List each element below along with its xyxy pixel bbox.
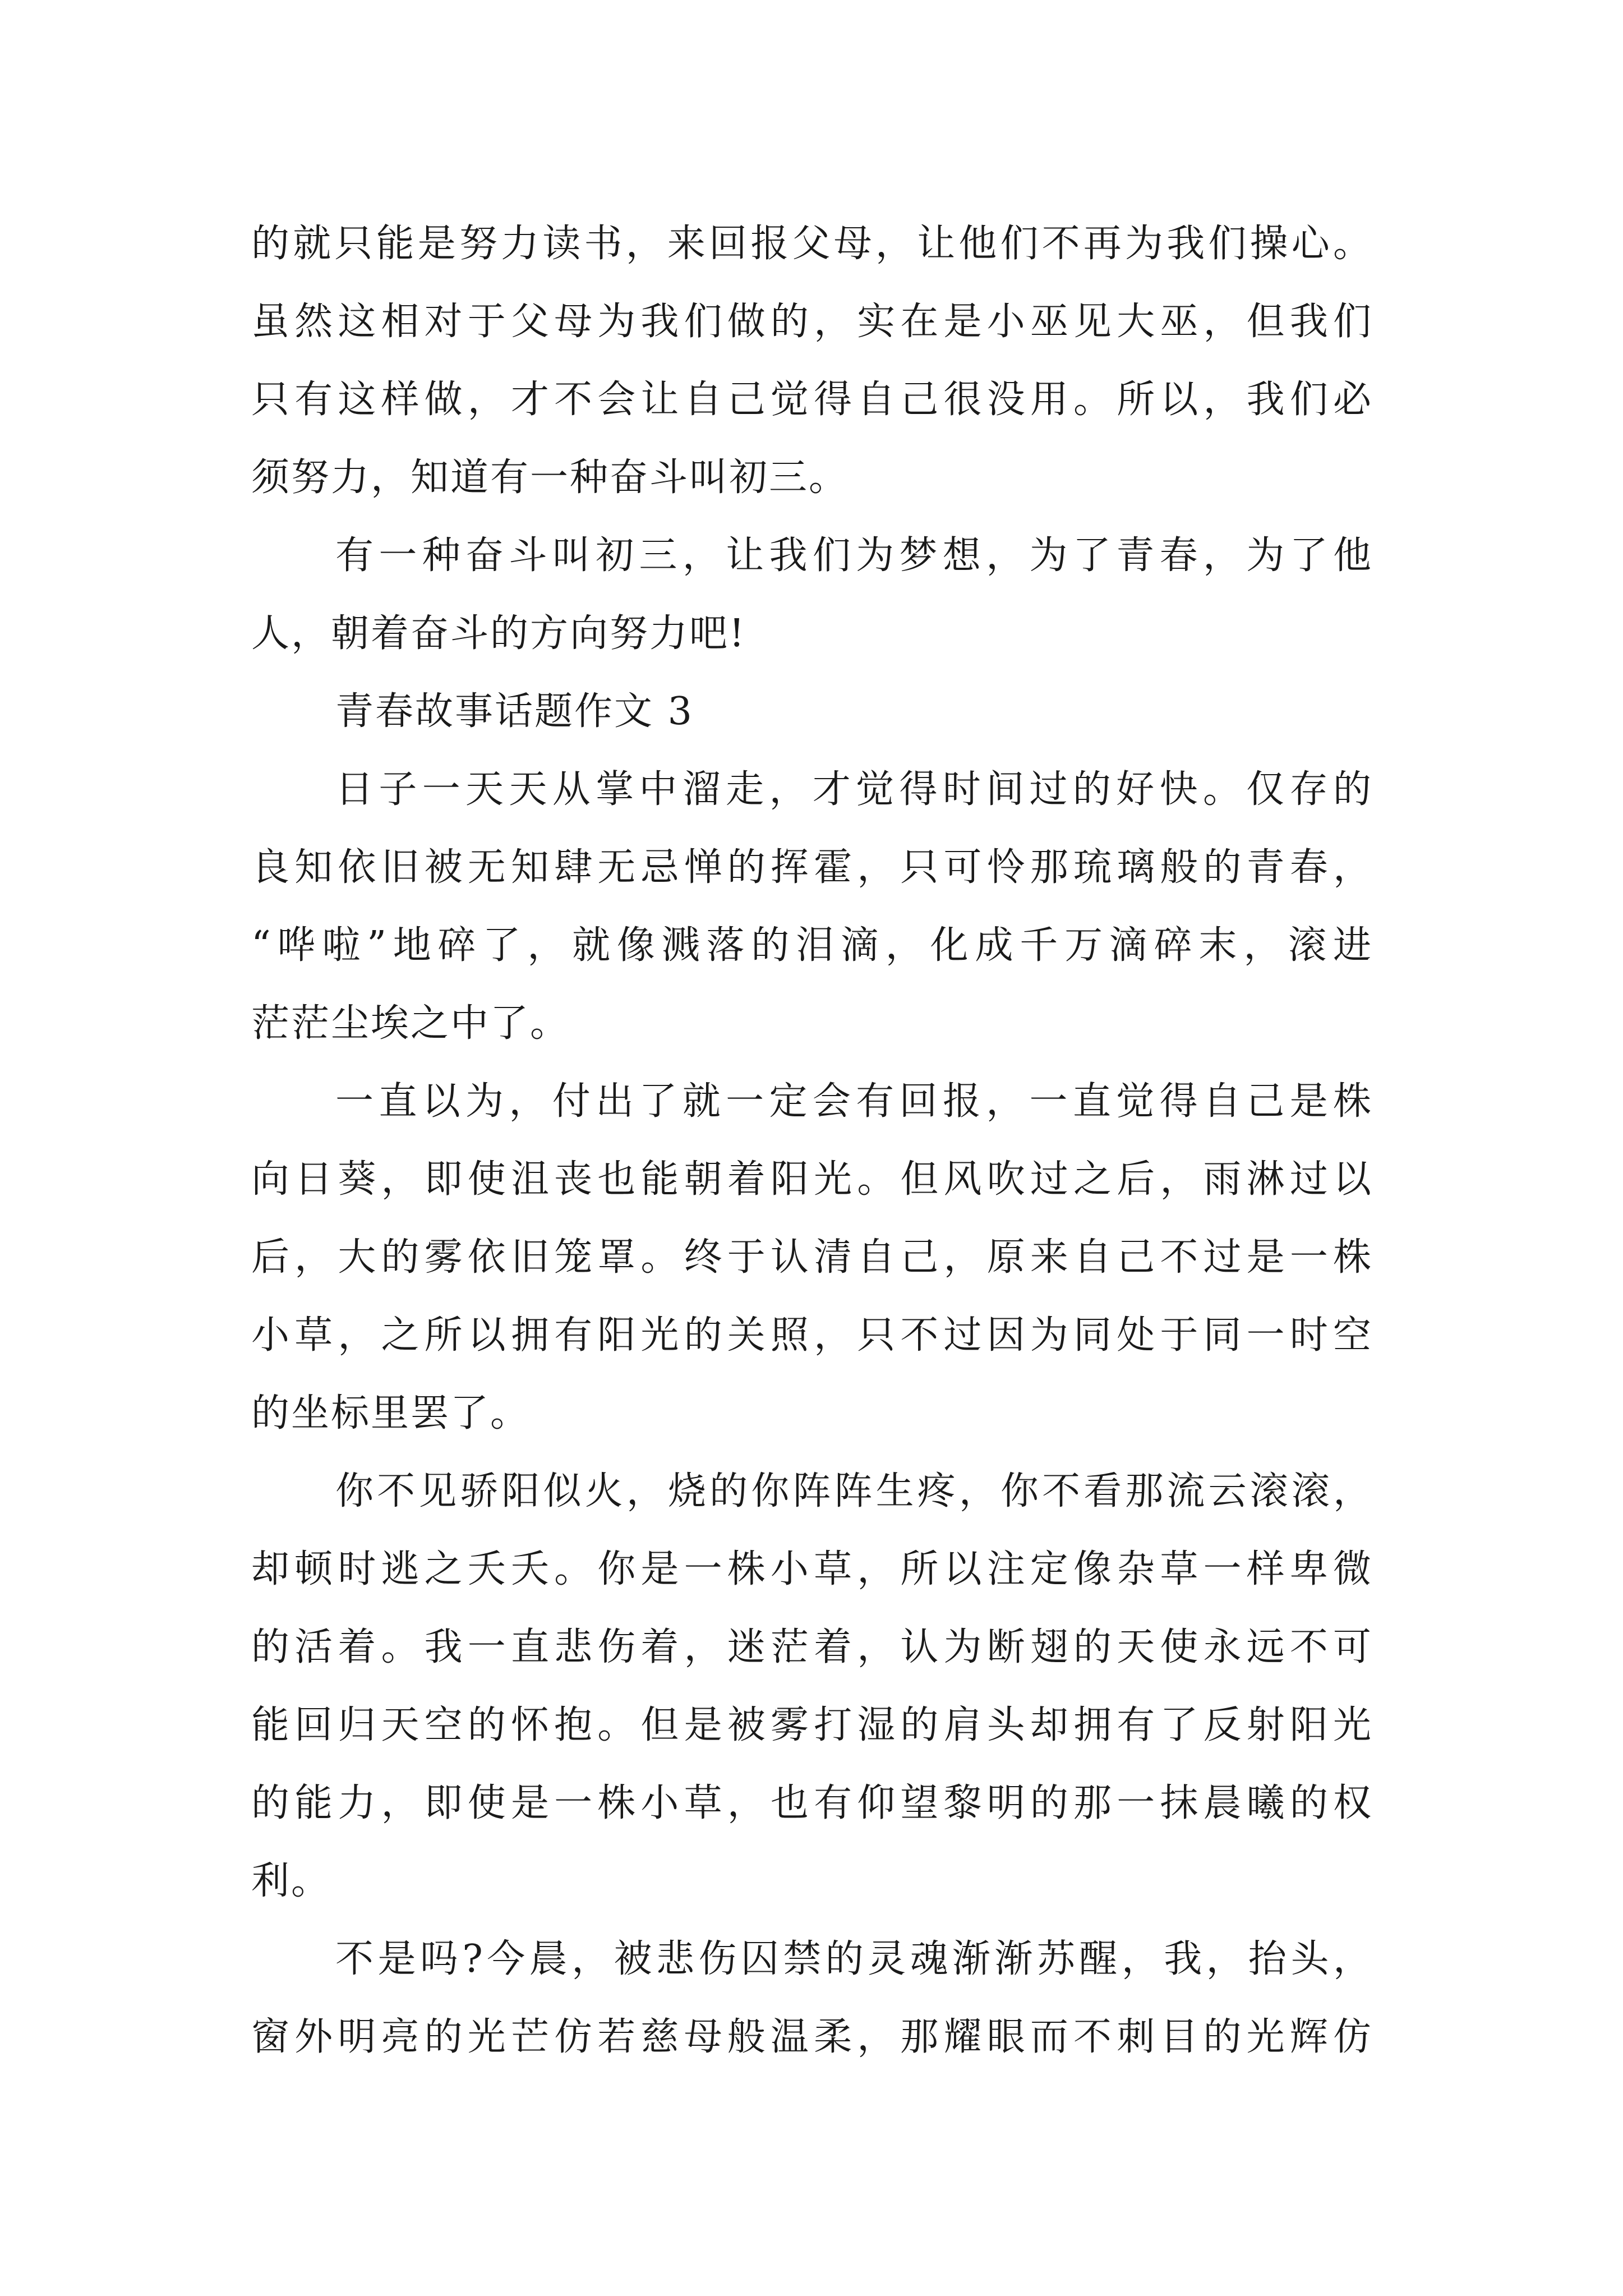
- text-line: 的坐标里罢了。: [251, 1391, 531, 1435]
- essay-body: [251, 205, 1373, 2076]
- paragraph-first-line: 一直以为，付出了就一定会有回报，一直觉得自己是株: [335, 1079, 1373, 1124]
- text-line: 的能力，即使是一株小草，也有仰望黎明的那一抹晨曦的权: [251, 1781, 1373, 1825]
- text-line: 小草，之所以拥有阳光的关照，只不过因为同处于同一时空: [251, 1313, 1373, 1358]
- paragraph-first-line: 日子一天天从掌中溜走，才觉得时间过的好快。仅存的: [335, 767, 1373, 812]
- text-line: 后，大的雾依旧笼罩。终于认清自己，原来自己不过是一株: [251, 1235, 1373, 1280]
- section-heading: 青春故事话题作文 3: [335, 689, 694, 734]
- paragraph-first-line: 你不见骄阳似火，烧的你阵阵生疼，你不看那流云滚滚，: [335, 1469, 1373, 1513]
- text-line: 利。: [251, 1859, 331, 1903]
- paragraph-first-line: 有一种奋斗叫初三，让我们为梦想，为了青春，为了他: [335, 533, 1373, 578]
- text-line: 人，朝着奋斗的方向努力吧!: [251, 611, 746, 656]
- text-line: 的就只能是努力读书，来回报父母，让他们不再为我们操心。: [251, 222, 1373, 266]
- text-line: 窗外明亮的光芒仿若慈母般温柔，那耀眼而不刺目的光辉仿: [251, 2015, 1373, 2059]
- text-line: 只有这样做，才不会让自己觉得自己很没用。所以，我们必: [251, 378, 1373, 422]
- text-line: 须努力，知道有一种奋斗叫初三。: [251, 455, 849, 500]
- text-line: 良知依旧被无知肆无忌惮的挥霍，只可怜那琉璃般的青春，: [251, 845, 1373, 890]
- text-line: 向日葵，即使沮丧也能朝着阳光。但风吹过之后，雨淋过以: [251, 1157, 1373, 1202]
- text-line: 的活着。我一直悲伤着，迷茫着，认为断翅的天使永远不可: [251, 1625, 1373, 1669]
- text-line: 却顿时逃之夭夭。你是一株小草，所以注定像杂草一样卑微: [251, 1547, 1373, 1591]
- text-line: 虽然这相对于父母为我们做的，实在是小巫见大巫，但我们: [251, 300, 1373, 344]
- text-line: 能回归天空的怀抱。但是被雾打湿的肩头却拥有了反射阳光: [251, 1703, 1373, 1747]
- text-line: 茫茫尘埃之中了。: [251, 1001, 570, 1046]
- paragraph-first-line: 不是吗?今晨，被悲伤囚禁的灵魂渐渐苏醒，我，抬头，: [335, 1937, 1373, 1981]
- text-line: “哗啦”地碎了，就像溅落的泪滴，化成千万滴碎末，滚进: [251, 923, 1373, 968]
